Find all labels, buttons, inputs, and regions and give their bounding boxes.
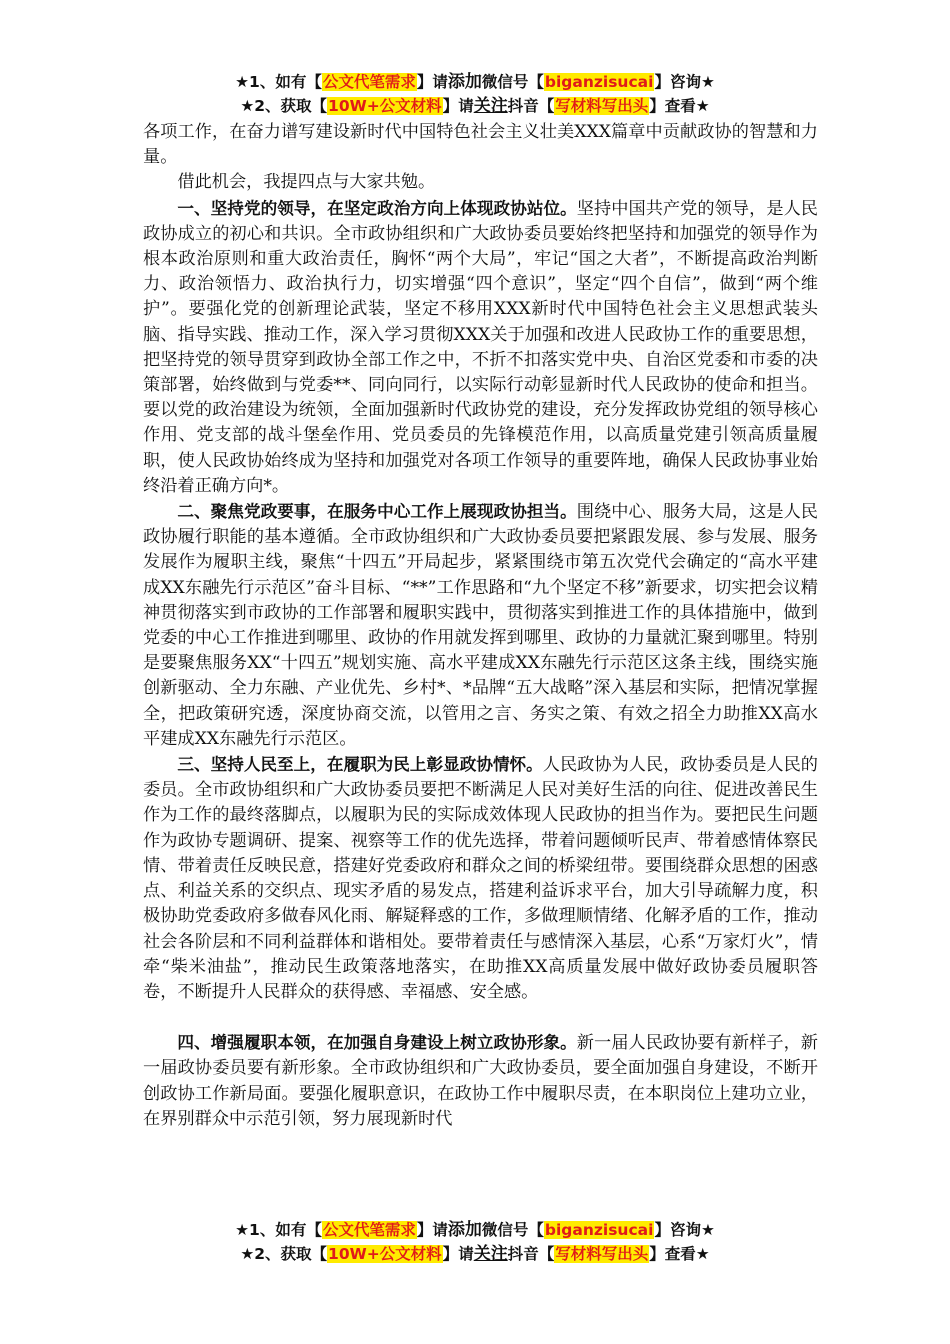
- highlight-wechat-id: biganzisucai: [544, 1221, 654, 1239]
- point-heading-2: 二、聚焦党政要事，在服务中心工作上展现政协担当。: [177, 502, 577, 522]
- bottom-banner-line-1: ★1、如有【公文代笔需求】请添加微信号【biganzisucai】咨询★: [235, 1220, 715, 1240]
- document-body: [143, 120, 818, 1132]
- point-heading-4: 四、增强履职本领，在加强自身建设上树立政协形象。: [177, 1033, 577, 1053]
- highlight-douyin: 写材料写出头: [555, 97, 649, 115]
- highlight-service: 公文代笔需求: [322, 73, 416, 91]
- highlight-materials: 10W+公文材料: [328, 1245, 442, 1263]
- top-banner-line-2: ★2、获取【10W+公文材料】请关注抖音【写材料写出头】查看★: [240, 96, 710, 116]
- highlight-service: 公文代笔需求: [322, 1221, 416, 1239]
- top-banner-line-1: ★1、如有【公文代笔需求】请添加微信号【biganzisucai】咨询★: [235, 72, 715, 92]
- lead-paragraph: 借此机会，我提四点与大家共勉。: [177, 172, 436, 193]
- highlight-wechat-id: biganzisucai: [544, 73, 654, 91]
- highlight-materials: 10W+公文材料: [328, 97, 442, 115]
- point-paragraph-3: 三、坚持人民至上，在履职为民上彰显政协情怀。人民政协为人民，政协委员是人民的委员。全市政协组织和广大政协委员要把不断满足人民对美好生活的向往、促进改善民生作为工作的最终落脚点，以履职为民的实际成效体现人民政协的担当作为。要把民生问题作为政协专题调研、提案、视察等工作的优先选择，带着问题倾听民声、带着感情体察民情、带着责任反映民意，搭建好党委政府和群众之间的桥梁纽带。要围绕群众思想的困惑点、利益关系的交织点、现实矛盾的易发点，搭建利益诉求平台，加大引导疏解力度，积极协助党委政府多做春风化雨、解疑释惑的工作，多做理顺情绪、化解矛盾的工作，推动社会各阶层和不同利益群体和谐相处。要带着责任与感情深入基层，心系“万家灯火”，情牵“柴米油盐”，推动民生政策落地落实，在助推XX高质量发展中做好政协委员履职答卷，不断提升人民群众的获得感、幸福感、安全感。: [143, 755, 818, 1002]
- point-heading-3: 三、坚持人民至上，在履职为民上彰显政协情怀。: [177, 755, 543, 775]
- highlight-douyin: 写材料写出头: [555, 1245, 649, 1263]
- bottom-banner-line-2: ★2、获取【10W+公文材料】请关注抖音【写材料写出头】查看★: [240, 1244, 710, 1264]
- point-heading-1: 一、坚持党的领导，在坚定政治方向上体现政协站位。: [177, 198, 577, 218]
- paragraph-gap: [143, 1005, 818, 1030]
- point-paragraph-2: 二、聚焦党政要事，在服务中心工作上展现政协担当。围绕中心、服务大局，这是人民政协履行职能的基本遵循。全市政协组织和广大政协委员要把紧跟发展、参与发展、服务发展作为履职主线，聚焦“十四五”开局起步，紧紧围绕市第五次党代会确定的“高水平建成XX东融先行示范区”奋斗目标、“**”工作思路和“九个坚定不移”新要求，切实把会议精神贯彻落实到市政协的工作部署和履职实践中，贯彻落实到推进工作的具体措施中，做到党委的中心工作推进到哪里、政协的作用就发挥到哪里、政协的力量就汇聚到哪里。特别是要聚焦服务XX“十四五”规划实施、高水平建成XX东融先行示范区这条主线，围绕实施创新驱动、全力东融、产业优先、乡村*、*品牌“五大战略”深入基层和实际，把情况掌握全，把政策研究透，深度协商交流，以管用之言、务实之策、有效之招全力助推XX高水平建成XX东融先行示范区。: [143, 502, 818, 749]
- point-paragraph-1: 一、坚持党的领导，在坚定政治方向上体现政协站位。坚持中国共产党的领导，是人民政协成立的初心和共识。全市政协组织和广大政协委员要始终把坚持和加强党的领导作为根本政治原则和重大政治责任，胸怀“两个大局”，牢记“国之大者”，不断提高政治判断力、政治领悟力、政治执行力，切实增强“四个意识”，坚定“四个自信”，做到“两个维护”。要强化党的创新理论武装，坚定不移用XXX新时代中国特色社会主义思想武装头脑、指导实践、推动工作，深入学习贯彻XXX关于加强和改进人民政协工作的重要思想，把坚持党的领导贯穿到政协全部工作之中，不折不扣落实党中央、自治区党委和市委的决策部署，始终做到与党委**、同向同行，以实际行动彰显新时代人民政协的使命和担当。要以党的政治建设为统领，全面加强新时代政协党的建设，充分发挥政协党组的领导核心作用、党支部的战斗堡垒作用、党员委员的先锋模范作用，以高质量党建引领高质量履职，使人民政协始终成为坚持和加强党对各项工作领导的重要阵地，确保人民政协事业始终沿着正确方向*。: [143, 198, 818, 496]
- point-paragraph-4: 四、增强履职本领，在加强自身建设上树立政协形象。新一届人民政协要有新样子，新一届政协委员要有新形象。全市政协组织和广大政协委员，要全面加强自身建设，不断开创政协工作新局面。要强化履职意识，在政协工作中履职尽责，在本职岗位上建功立业，在界别群众中示范引领，努力展现新时代: [143, 1033, 818, 1129]
- intro-paragraph: 各项工作，在奋力谱写建设新时代中国特色社会主义壮美XXX篇章中贡献政协的智慧和力量。: [143, 122, 818, 168]
